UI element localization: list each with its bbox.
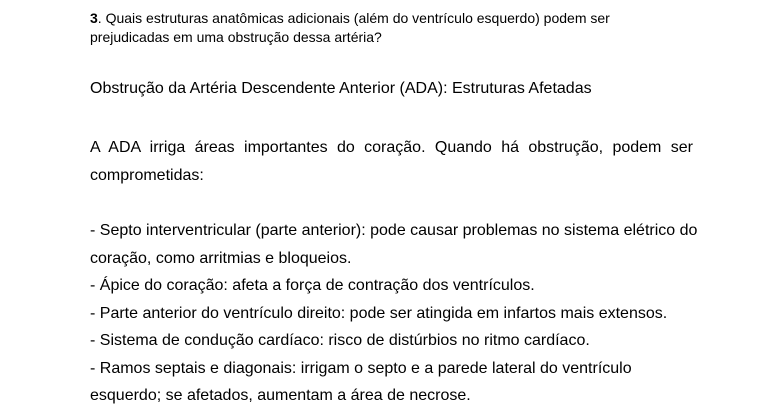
list-item: - Parte anterior do ventrículo direito: pode ser atingida em infartos mais extensos. xyxy=(90,304,668,322)
list-item: - Ramos septais e diagonais: irrigam o septo e a parede lateral do ventrículo esquerdo; se afetados, aumentam a área de necrose. xyxy=(90,359,632,404)
question-text: . Quais estruturas anatômicas adicionais (além do ventrículo esquerdo) podem ser prejudicadas em uma obstrução dessa artéria? xyxy=(90,10,610,45)
section-heading: Obstrução da Artéria Descendente Anterior (ADA): Estruturas Afetadas xyxy=(90,80,592,97)
list-item: - Sistema de condução cardíaco: risco de distúrbios no ritmo cardíaco. xyxy=(90,332,590,349)
affected-structures-list xyxy=(90,217,700,410)
question-number: 3 xyxy=(90,10,98,26)
intro-paragraph: A ADA irriga áreas importantes do coração. Quando há obstrução, podem ser comprometidas: xyxy=(90,139,693,184)
list-item: - Ápice do coração: afeta a força de contração dos ventrículos. xyxy=(90,277,535,294)
list-item: - Septo interventricular (parte anterior): pode causar problemas no sistema elétrico do coração, como arritmias e bloqueios. xyxy=(90,222,698,267)
question xyxy=(90,9,690,47)
